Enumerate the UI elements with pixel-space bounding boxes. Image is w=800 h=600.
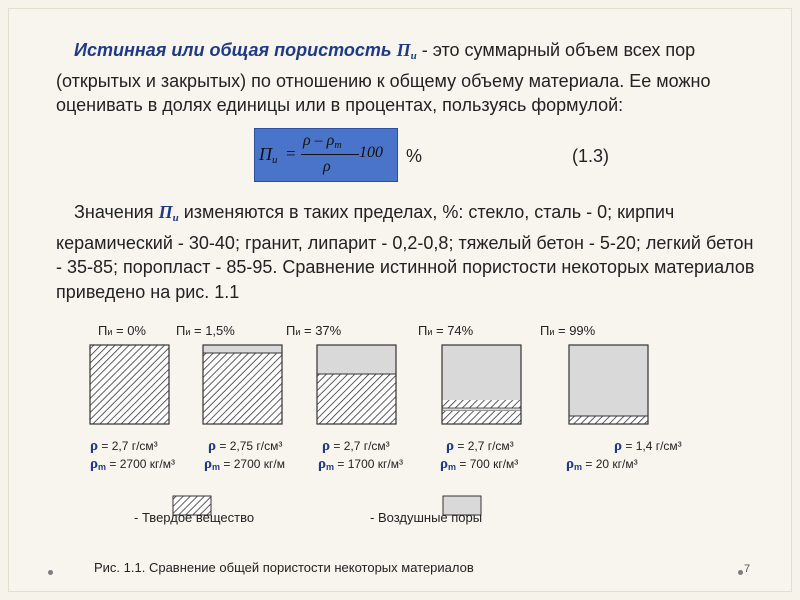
- pore-region: [569, 345, 648, 416]
- pore-region: [442, 345, 521, 400]
- values-text: изменяются в таких пределах, %: стекло, сталь - 0; кирпич керамический - 30-40; гранит, липарит - 0,2-0,8; тяжелый бетон - 5-20; легкий бетон - 35-85; поропласт - 85-95. Сравнение истинной пористости некоторых материалов приведено на рис. 1.1: [56, 202, 755, 302]
- density-1: ρ = 2,75 г/см³ $\rho_m = 2700$ кг/м: [204, 438, 285, 472]
- formula-lhs: Пи: [259, 144, 278, 166]
- sample-square-2: [317, 345, 396, 424]
- formula-equals: =: [285, 144, 297, 163]
- intro-symbol: Пи: [396, 40, 417, 62]
- sample-square-4: [569, 345, 648, 424]
- solid-region: [442, 411, 521, 424]
- legend-solid-label: - Твердое вещество: [134, 510, 255, 525]
- density-4: ρ = 1,4 г/см³ $\rho_m = 20$ кг/м³: [566, 438, 682, 472]
- values-symbol: Пи: [158, 202, 179, 224]
- decor-dot-right: [738, 570, 743, 575]
- sample-label-0: Пи = 0%: [98, 323, 146, 338]
- sample-label-2: Пи = 37%: [286, 323, 342, 338]
- intro-text-line1: - это суммарный объем: [421, 40, 619, 60]
- density-2: ρ = 2,7 г/см³ $\rho_m = 1700$ кг/м³: [318, 438, 403, 472]
- formula-percent: %: [406, 146, 423, 166]
- pore-region: [442, 408, 521, 411]
- equation-number: (1.3): [572, 146, 610, 166]
- sample-label-3: Пи = 74%: [418, 323, 474, 338]
- formula-multiplier: 100: [359, 144, 383, 161]
- sample-square-3: [442, 345, 521, 424]
- values-prefix: Значения: [74, 202, 154, 222]
- sample-label-1: Пи = 1,5%: [176, 323, 235, 338]
- formula-denominator: ρ: [323, 158, 331, 175]
- density-0: ρ = 2,7 г/см³ $\rho_m = 2700$ кг/м³: [90, 438, 175, 472]
- decor-dot-left: [48, 570, 53, 575]
- sample-square-1: [203, 345, 282, 424]
- solid-region: [569, 416, 648, 424]
- sample-label-4: Пи = 99%: [540, 323, 596, 338]
- pore-region: [203, 345, 282, 353]
- legend-air-label: - Воздушные поры: [370, 510, 483, 525]
- pore-region: [317, 345, 396, 374]
- sample-square-0: [90, 345, 169, 424]
- density-3: ρ = 2,7 г/см³ $\rho_m = 700$ кг/м³: [440, 438, 519, 472]
- intro-text-rest: всех пор (открытых и закрытых) по отношению к общему объему материала. Ее можно оценивать в долях единицы или в процентах, пользуясь формулой:: [56, 40, 711, 115]
- solid-region: [90, 345, 169, 424]
- figure-caption: Рис. 1.1. Сравнение общей пористости некоторых материалов: [94, 560, 474, 575]
- solid-region: [203, 353, 282, 424]
- page-number: 7: [744, 563, 751, 575]
- solid-region: [442, 400, 521, 408]
- intro-term: Истинная или общая пористость: [74, 40, 392, 60]
- solid-region: [317, 374, 396, 424]
- formula-numerator: ρ – ρm: [303, 132, 342, 151]
